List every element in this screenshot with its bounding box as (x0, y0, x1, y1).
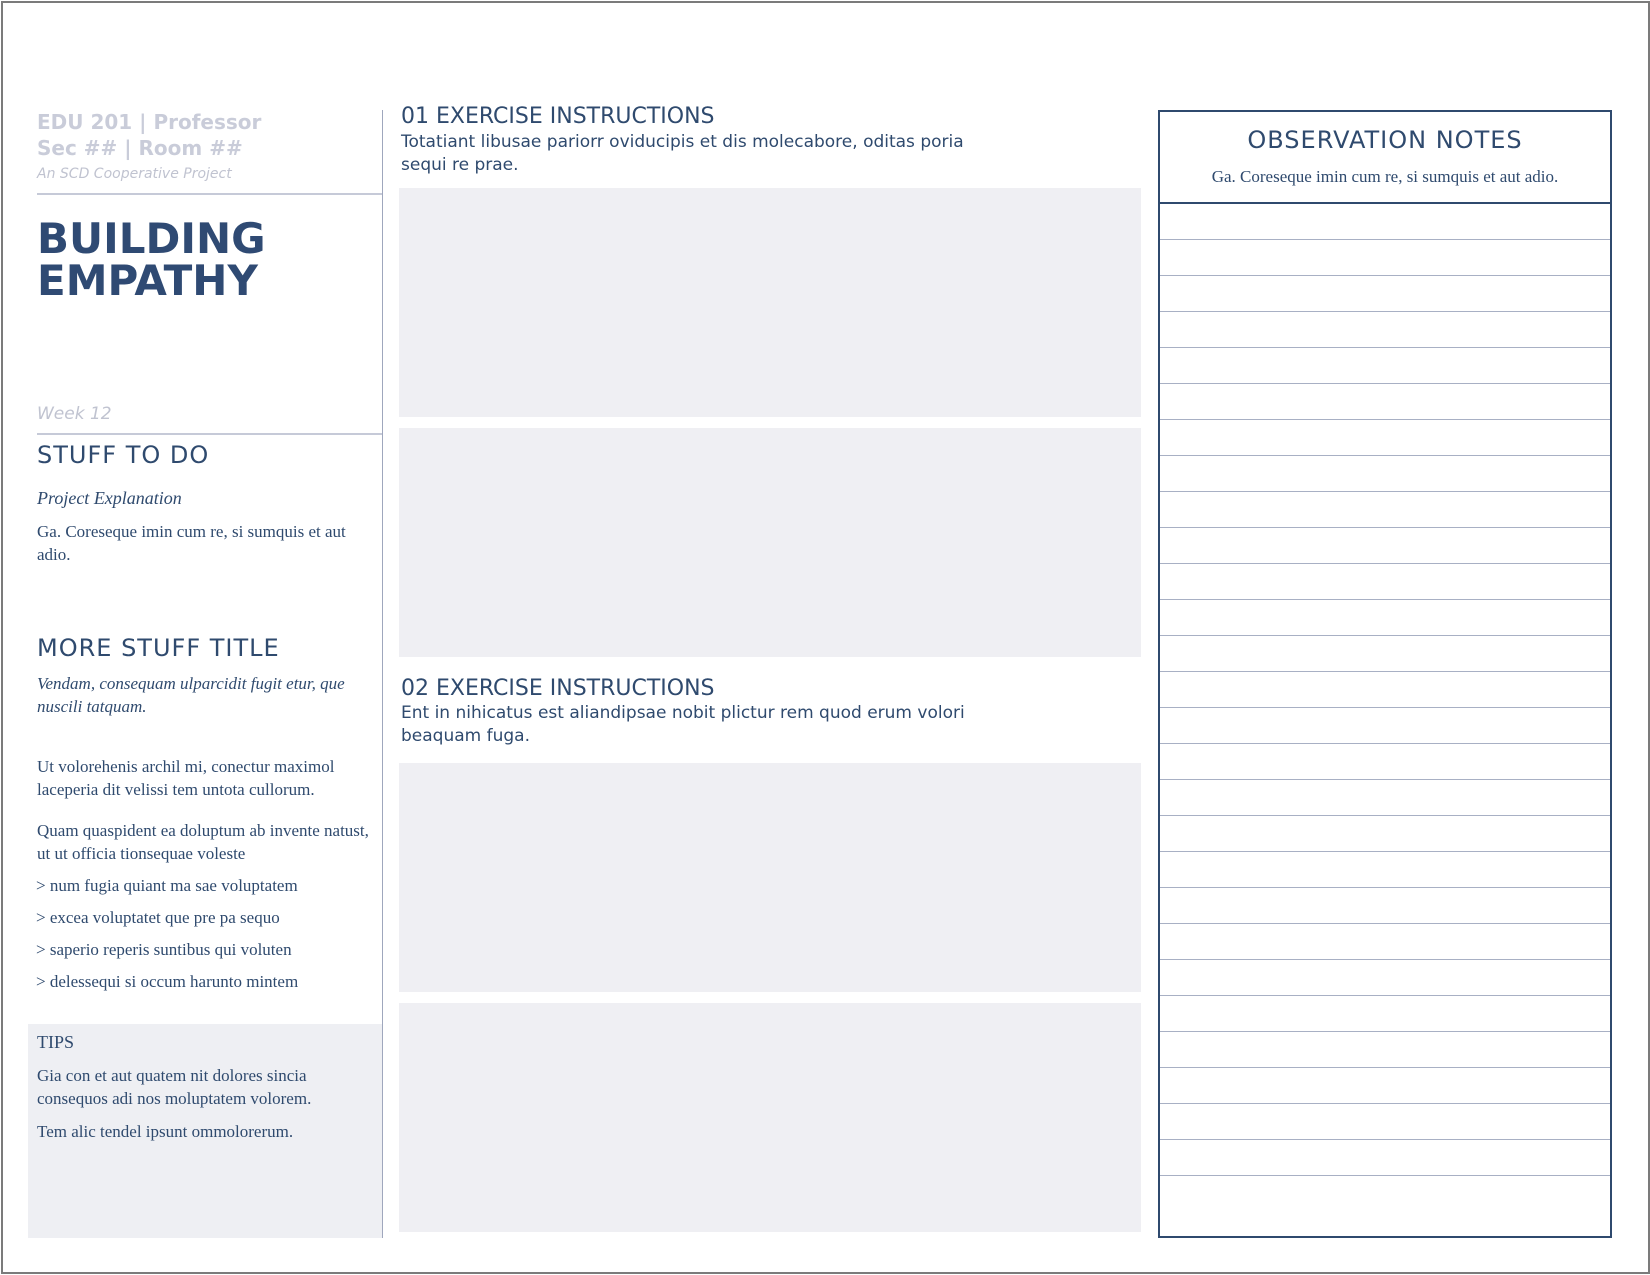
observation-notes-heading: OBSERVATION NOTES (1247, 126, 1523, 154)
more-stuff-heading: MORE STUFF TITLE (37, 634, 280, 662)
note-writing-line[interactable] (1160, 492, 1610, 528)
bullet-item: > excea voluptatet que pre pa sequo (36, 908, 280, 927)
more-stuff-intro: Vendam, consequam ulparcidit fugit etur, que nuscili tatquam. (37, 674, 345, 716)
exercise-1-heading: 01 EXERCISE INSTRUCTIONS (401, 104, 715, 129)
exercise-1-response-box-2[interactable] (399, 428, 1141, 657)
note-writing-line[interactable] (1160, 384, 1610, 420)
week-divider (37, 433, 382, 435)
left-column-divider (382, 110, 383, 1238)
week-label: Week 12 (37, 404, 112, 424)
note-writing-line[interactable] (1160, 708, 1610, 744)
page-title (37, 214, 377, 305)
coop-label: An SCD Cooperative Project (37, 166, 232, 182)
tips-panel (28, 1024, 382, 1238)
note-writing-line[interactable] (1160, 312, 1610, 348)
bullet-item: > delessequi si occum harunto mintem (36, 972, 299, 991)
course-line-2: Sec ## | Room ## (37, 136, 243, 160)
exercise-1-instructions: Totatiant libusae pariorr oviducipis et dis molecabore, oditas poria sequi re prae. (401, 132, 964, 175)
note-writing-line[interactable] (1160, 240, 1610, 276)
bullet-item: > num fugia quiant ma sae voluptatem (36, 876, 298, 895)
note-writing-line[interactable] (1160, 744, 1610, 780)
tips-heading: TIPS (37, 1032, 75, 1052)
more-stuff-paragraph-2: Quam quaspident ea doluptum ab invente natust, ut ut officia tionsequae voleste (37, 821, 369, 863)
observation-notes-panel (1158, 110, 1612, 1238)
exercise-2-heading: 02 EXERCISE INSTRUCTIONS (401, 676, 715, 701)
note-writing-line[interactable] (1160, 1104, 1610, 1140)
note-writing-line[interactable] (1160, 420, 1610, 456)
observation-notes-subtext: Ga. Coreseque imin cum re, si sumquis et aut adio. (1211, 167, 1559, 186)
note-writing-line[interactable] (1160, 672, 1610, 708)
project-explanation-subheading: Project Explanation (37, 488, 182, 508)
course-info (37, 109, 357, 161)
note-writing-line[interactable] (1160, 996, 1610, 1032)
note-writing-line[interactable] (1160, 960, 1610, 996)
exercise-2-response-box-2[interactable] (399, 1003, 1141, 1232)
header-divider (37, 193, 382, 195)
title-line-1: BUILDING (37, 214, 266, 263)
note-writing-line[interactable] (1160, 888, 1610, 924)
note-writing-line[interactable] (1160, 204, 1610, 240)
more-stuff-bullet-list (36, 874, 298, 1002)
note-writing-line[interactable] (1160, 816, 1610, 852)
course-line-1: EDU 201 | Professor (37, 110, 262, 134)
more-stuff-paragraph-1: Ut volorehenis archil mi, conectur maximol laceperia dit velissi tem untota cullorum. (37, 757, 335, 799)
note-writing-line[interactable] (1160, 780, 1610, 816)
note-writing-line[interactable] (1160, 564, 1610, 600)
exercise-1-response-box-1[interactable] (399, 188, 1141, 417)
tips-paragraph-2: Tem alic tendel ipsunt ommolorerum. (37, 1122, 294, 1141)
tips-paragraph-1: Gia con et aut quatem nit dolores sincia consequos adi nos moluptatem volorem. (37, 1066, 312, 1108)
note-writing-line[interactable] (1160, 1176, 1610, 1212)
note-writing-line[interactable] (1160, 924, 1610, 960)
note-writing-line[interactable] (1160, 1140, 1610, 1176)
note-writing-line[interactable] (1160, 636, 1610, 672)
exercise-2-instructions: Ent in nihicatus est aliandipsae nobit plictur rem quod erum volori beaquam fuga. (401, 703, 965, 746)
note-writing-line[interactable] (1160, 1068, 1610, 1104)
note-writing-line[interactable] (1160, 456, 1610, 492)
observation-notes-lines (1160, 204, 1610, 1212)
note-writing-line[interactable] (1160, 1032, 1610, 1068)
stuff-to-do-heading: STUFF TO DO (37, 441, 210, 469)
bullet-item: > saperio reperis suntibus qui voluten (36, 940, 292, 959)
stuff-to-do-body: Ga. Coreseque imin cum re, si sumquis et aut adio. (37, 522, 346, 564)
note-writing-line[interactable] (1160, 276, 1610, 312)
title-line-2: EMPATHY (37, 256, 258, 305)
note-writing-line[interactable] (1160, 528, 1610, 564)
note-writing-line[interactable] (1160, 600, 1610, 636)
note-writing-line[interactable] (1160, 348, 1610, 384)
exercise-2-response-box-1[interactable] (399, 763, 1141, 992)
note-writing-line[interactable] (1160, 852, 1610, 888)
